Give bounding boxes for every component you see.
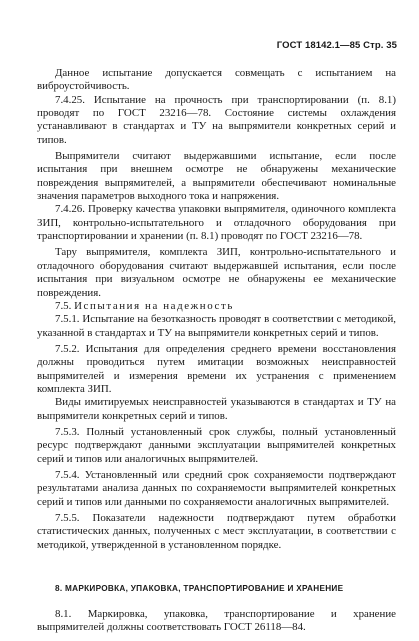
paragraph: 7.5.3. Полный установленный срок службы, полный установленный ресурс подтверждают данными эксплуатации выпрямителей конкретных серий и типов или аналогичных выпрямителей. (37, 425, 396, 465)
section-body (37, 608, 396, 635)
paragraph: 7.5.4. Установленный или средний срок сохраняемости подтверждают результатами анализа данных по сохраняемости выпрямителей конкретных серий и типов или данными по сохраняемости аналогичных выпрямителей. (37, 468, 396, 508)
paragraph: Тару выпрямителя, комплекта ЗИП, контрольно-испытательного и отладочного оборудования считают выдержавшей испытания, если после испытания при визуальном осмотре не обнаружены ее механические повреждения. (37, 246, 396, 299)
paragraph: 8.1. Маркировка, упаковка, транспортирование и хранение выпрямителей должны соответствовать ГОСТ 26118—84. (37, 608, 396, 634)
section-heading (55, 584, 401, 593)
section-title: МАРКИРОВКА, УПАКОВКА, ТРАНСПОРТИРОВАНИЕ И ХРАНЕНИЕ (65, 584, 344, 593)
running-head: ГОСТ 18142.1—85 Стр. 35 (276, 40, 397, 51)
paragraph: 7.4.26. Проверку качества упаковки выпрямителя, одиночного комплекта ЗИП, контрольно-испытательного и отладочного оборудования при транспортировании и хранении (п. 8.1) проводят по ГОСТ 23216—78. (37, 203, 396, 243)
paragraph: 7.5.1. Испытание на безотказность проводят в соответствии с методикой, указанной в стандартах и ТУ на выпрямители конкретных серий и типов. (37, 313, 396, 339)
paragraph: 7.5.2. Испытания для определения среднего времени восстановления должны проводиться путем имитации возможных неисправностей выпрямителей и измерения времени их устранения с применением комплекта ЗИП. (37, 342, 396, 395)
paragraph: Данное испытание допускается совмещать с испытанием на виброустойчивость. (37, 67, 396, 93)
paragraph: Выпрямители считают выдержавшими испытание, если после испытания при внешнем осмотре не обнаружены механические повреждения выпрямителей, а выпрямители обеспечивают номинальные значения параметров выходного тока и напряжения. (37, 150, 396, 203)
body-text (37, 67, 396, 552)
subsection-heading (37, 300, 396, 313)
paragraph: 7.5.5. Показатели надежности подтверждают путем обработки статистических данных, полученных с мест эксплуатации, в соответствии с методикой, утвержденной в установленном порядке. (37, 512, 396, 551)
subsection-number: 7.5. (55, 299, 72, 312)
subsection-title: Испытания на надежность (74, 299, 234, 312)
paragraph: 7.4.25. Испытание на прочность при транспортировании (п. 8.1) проводят по ГОСТ 23216—78. Состояние системы охлаждения устанавливают в стандартах и ТУ на выпрямители конкретных серий и типов. (37, 93, 396, 146)
paragraph: Виды имитируемых неисправностей указываются в стандартах и ТУ на выпрямители конкретных серий и типов. (37, 396, 396, 422)
section-number: 8. (55, 584, 63, 593)
